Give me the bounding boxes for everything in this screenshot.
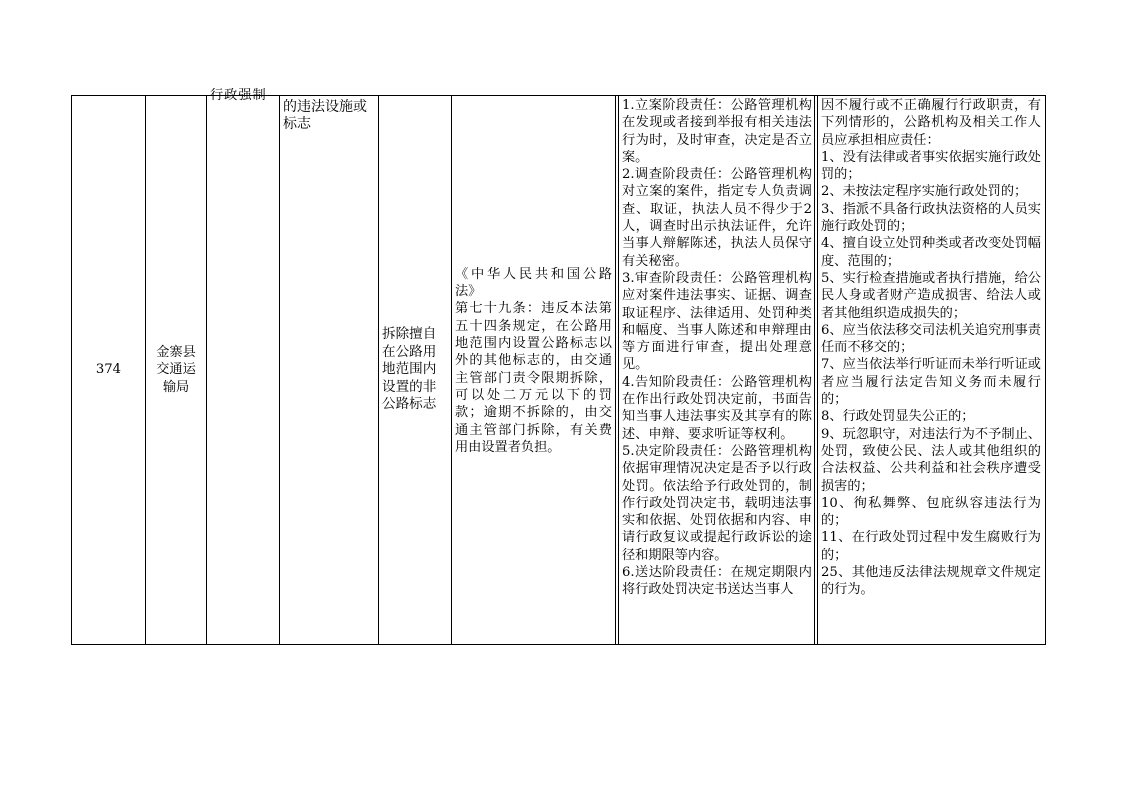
accountability-item: 8、行政处罚显失公正的； bbox=[821, 409, 975, 425]
category-fragment: 行政强制 bbox=[210, 88, 267, 103]
accountability-list bbox=[821, 97, 1041, 599]
responsibility-list bbox=[622, 97, 812, 599]
responsibility-item: 6.送达阶段责任：在规定期限内将行政处罚决定书送达当事人 bbox=[622, 565, 812, 598]
row-number: 374 bbox=[95, 362, 122, 378]
column-divider bbox=[615, 96, 616, 644]
subitem-cell bbox=[379, 96, 451, 644]
legal-basis-cell bbox=[452, 96, 615, 644]
accountability-item: 25、其他违反法律法规规章文件规定的行为。 bbox=[821, 565, 1041, 598]
responsibility-cell bbox=[619, 96, 814, 644]
responsibility-item: 3.审查阶段责任：公路管理机构应对案件违法事实、证据、调查取证程序、法律适用、处罚种类和幅度、当事人陈述和申辩理由等方面进行审查，提出处理意见。 bbox=[622, 270, 812, 373]
accountability-item: 7、应当依法举行听证而未举行听证或者应当履行法定告知义务而未履行的； bbox=[821, 357, 1041, 408]
item-name-fragment: 的违法设施或 标志 bbox=[283, 99, 367, 132]
accountability-cell bbox=[818, 96, 1044, 644]
department-cell bbox=[146, 96, 206, 644]
accountability-item: 因不履行或不正确履行行政职责，有下列情形的，公路机构及相关工作人员应承担相应责任： bbox=[821, 98, 1041, 148]
column-divider bbox=[814, 96, 815, 644]
accountability-item: 10、徇私舞弊、包庇纵容违法行为的； bbox=[821, 495, 1041, 529]
accountability-item: 3、指派不具备行政执法资格的人员实施行政处罚的； bbox=[821, 201, 1041, 235]
accountability-item: 6、应当依法移交司法机关追究刑事责任而不移交的； bbox=[821, 322, 1041, 356]
accountability-item: 1、没有法律或者事实依据实施行政处罚的； bbox=[821, 149, 1041, 183]
accountability-item: 5、实行检查措施或者执行措施，给公民人身或者财产造成损害、给法人或者其他组织造成损失的； bbox=[821, 270, 1041, 321]
regulation-table bbox=[71, 88, 1046, 645]
responsibility-item: 5.决定阶段责任：公路管理机构依据审理情况决定是否予以行政处罚。依法给予行政处罚的，制作行政处罚决定书，载明违法事实和依据、处罚依据和内容、申请行政复议或提起行政诉讼的途径和期限等内容。 bbox=[622, 443, 812, 563]
item-name-cell bbox=[280, 96, 378, 644]
category-cell bbox=[207, 88, 279, 644]
responsibility-item: 1.立案阶段责任：公路管理机构在发现或者接到举报有相关违法行为时，及时审查，决定是否立案。 bbox=[622, 98, 812, 165]
accountability-item: 9、玩忽职守，对违法行为不予制止、处罚，致使公民、法人或其他组织的合法权益、公共利益和社会秩序遭受损害的； bbox=[821, 426, 1041, 494]
department-name: 金寨县 交通运 输局 bbox=[156, 345, 196, 395]
legal-basis-text: 《中华人民共和国公路法》 第七十九条：违反本法第五十四条规定，在公路用地范围内设置公路标志以外的其他标志的，由交通主管部门责令限期拆除，可以处二万元以下的罚款；逾期不拆除的，由交通主管部门拆除，有关费用由设置者负担。 bbox=[455, 266, 612, 455]
row-number-cell bbox=[72, 96, 145, 644]
subitem-name: 拆除擅自 在公路用 地范围内 设置的非 公路标志 bbox=[382, 326, 437, 413]
responsibility-item: 4.告知阶段责任：公路管理机构在作出行政处罚决定前，书面告知当事人违法事实及其享有的陈述、申辩、要求听证等权利。 bbox=[622, 374, 812, 442]
responsibility-item: 2.调查阶段责任：公路管理机构对立案的案件，指定专人负责调查、取证，执法人员不得少于2人，调查时出示执法证件，允许当事人辩解陈述，执法人员保守有关秘密。 bbox=[622, 167, 812, 269]
accountability-item: 11、在行政处罚过程中发生腐败行为的； bbox=[821, 530, 1041, 563]
accountability-item: 2、未按法定程序实施行政处罚的； bbox=[821, 184, 1028, 200]
accountability-item: 4、擅自设立处罚种类或者改变处罚幅度、范围的； bbox=[821, 236, 1041, 269]
